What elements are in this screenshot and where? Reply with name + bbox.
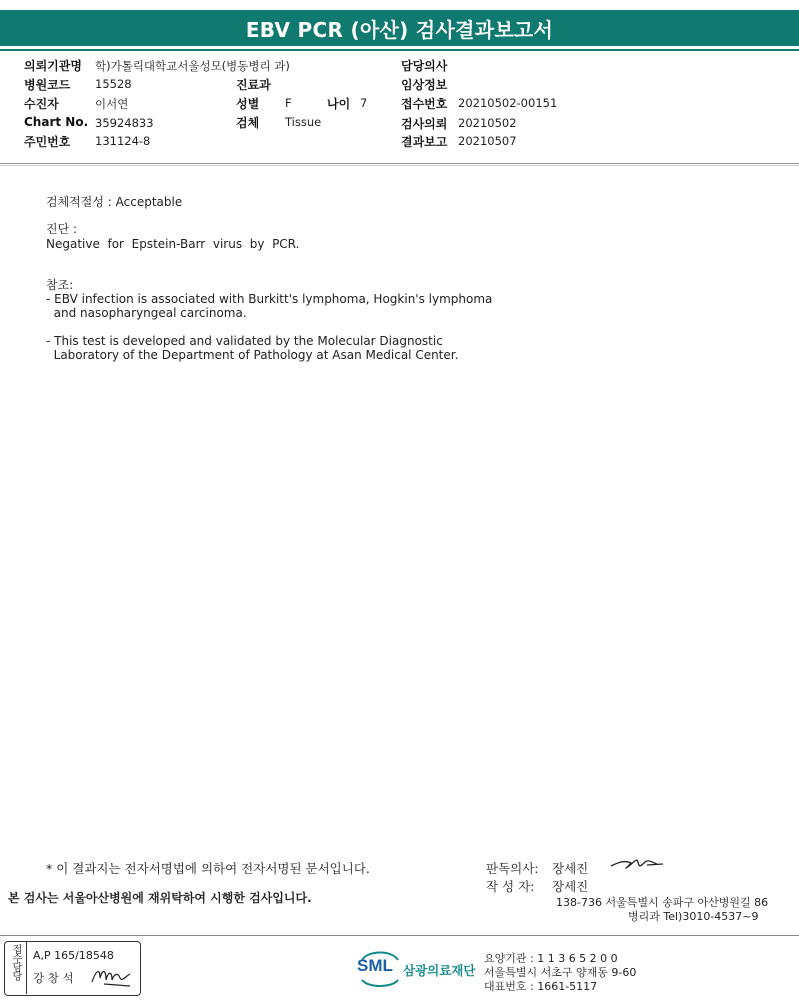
sml-logo-text: SML — [357, 956, 393, 975]
accession-label: 접수번호 — [401, 97, 448, 111]
asan-phone: 병리과 Tel)3010-4537~9 — [628, 910, 759, 923]
hospital-code-value: 15528 — [95, 77, 132, 91]
resident-no-label: 주민번호 — [24, 135, 71, 149]
reference-heading: 참조: — [46, 278, 74, 292]
reference-2-line2: Laboratory of the Department of Pathology at Asan Medical Center. — [46, 348, 459, 362]
request-date-value: 20210502 — [458, 116, 517, 130]
dept-label: 진료과 — [236, 78, 271, 92]
stamp-signature — [90, 962, 134, 990]
age-label: 나이 — [327, 97, 351, 111]
reader-name: 장세진 — [552, 861, 589, 876]
specimen-adequacy: 검체적절성 : Acceptable — [46, 195, 183, 209]
sml-phone: 대표번호 : 1661-5117 — [484, 980, 598, 993]
writer-name: 장세진 — [552, 879, 589, 894]
reader-label: 판독의사: — [486, 861, 539, 876]
accession-value: 20210502-00151 — [458, 96, 558, 110]
footer-divider — [0, 935, 799, 936]
header-divider — [0, 163, 799, 164]
title-rule — [0, 49, 799, 51]
reference-1-line2: and nasopharyngeal carcinoma. — [46, 306, 247, 320]
report-title: EBV PCR (아산) 검사결과보고서 — [0, 10, 799, 46]
reference-2-line1: - This test is developed and validated by the Molecular Diagnostic — [46, 334, 443, 348]
institution-code: 요양기관 : 1 1 3 6 5 2 0 0 — [484, 952, 618, 965]
diagnosis-text: Negative for Epstein-Barr virus by PCR. — [46, 237, 300, 251]
chart-no-label: Chart No. — [24, 115, 89, 129]
outsource-note: 본 검사는 서울아산병원에 재위탁하여 시행한 검사입니다. — [8, 891, 312, 905]
asan-address: 138-736 서울특별시 송파구 아산병원길 86 — [556, 896, 769, 909]
stamp-name: 강 창 석 — [33, 971, 74, 985]
doctor-label: 담당의사 — [401, 59, 448, 73]
reader-signature — [607, 852, 665, 874]
hospital-name-value: 학)가톨릭대학교서울성모(병동병리 과) — [95, 59, 290, 73]
chart-no-value: 35924833 — [95, 116, 154, 130]
request-date-label: 검사의뢰 — [401, 117, 448, 131]
sex-value: F — [285, 96, 292, 110]
resident-no-value: 131124-8 — [95, 134, 151, 148]
hospital-code-label: 병원코드 — [24, 78, 71, 92]
specimen-label: 검체 — [236, 116, 260, 130]
patient-label: 수진자 — [24, 97, 59, 111]
report-date-label: 결과보고 — [401, 135, 448, 149]
header-divider-light — [0, 165, 799, 166]
sml-org-name: 삼광의료재단 — [403, 963, 476, 978]
writer-label: 작 성 자: — [486, 879, 535, 894]
sex-label: 성별 — [236, 97, 260, 111]
specimen-value: Tissue — [285, 115, 322, 129]
age-value: 7 — [360, 96, 368, 110]
clinical-info-label: 임상정보 — [401, 78, 448, 92]
stamp-side-cell — [4, 941, 27, 994]
reference-1-line1: - EBV infection is associated with Burkitt's lymphoma, Hogkin's lymphoma — [46, 292, 493, 306]
hospital-name-label: 의뢰기관명 — [24, 59, 82, 73]
report-date-value: 20210507 — [458, 134, 517, 148]
esign-note: * 이 결과지는 전자서명법에 의하여 전자서명된 문서입니다. — [46, 861, 370, 876]
stamp-side-label: 접수담당 — [10, 944, 21, 980]
patient-value: 이서연 — [95, 97, 129, 111]
stamp-accession: A,P 165/18548 — [33, 949, 114, 962]
sml-address: 서울특별시 서초구 양재동 9-60 — [484, 966, 637, 979]
diagnosis-heading: 진단 : — [46, 222, 78, 236]
